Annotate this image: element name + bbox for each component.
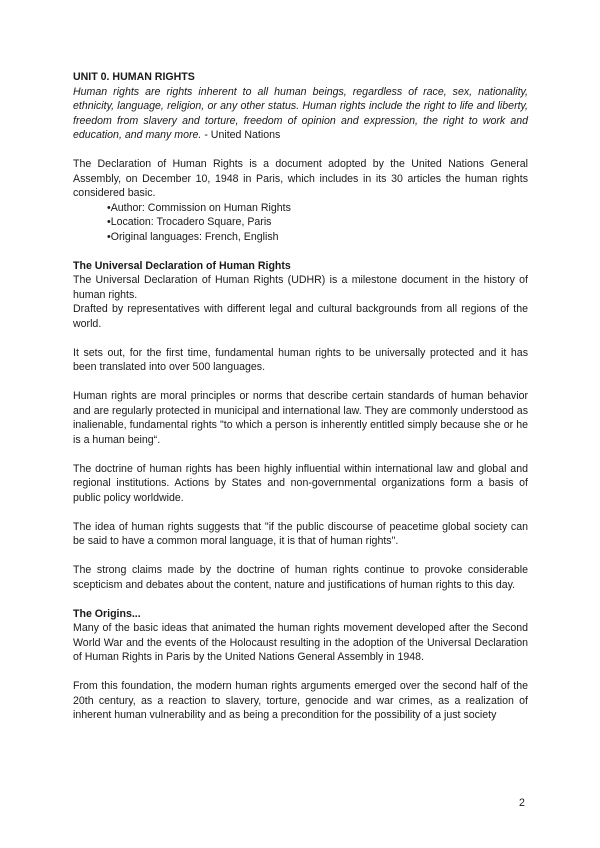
udhr-paragraph-7: The strong claims made by the doctrine of human rights continue to provoke considerable scepticism and debates about the content, nature and justifications of human rights to this day. <box>73 564 528 591</box>
document-page <box>73 70 528 723</box>
facts-list <box>73 201 528 245</box>
declaration-intro: The Declaration of Human Rights is a document adopted by the United Nations General Assembly, on December 10, 1948 in Paris, which includes in its 30 articles the human rights considered basic. <box>73 158 528 199</box>
udhr-paragraph-2: Drafted by representatives with different legal and cultural backgrounds from all regions of the world. <box>73 303 528 330</box>
udhr-paragraph-5: The doctrine of human rights has been highly influential within international law and global and regional institutions. Actions by States and non-governmental organizations form a basis of public policy worldwide. <box>73 462 528 504</box>
fact-author: •Author: Commission on Human Rights <box>107 201 291 214</box>
origins-paragraph-2: From this foundation, the modern human rights arguments emerged over the second half of the 20th century, as a reaction to slavery, torture, genocide and war crimes, as a realization of inherent human vulnerability and as being a precondition for the possibility of a just society <box>73 680 528 721</box>
udhr-paragraph-6: The idea of human rights suggests that "if the public discourse of peacetime global society can be said to have a common moral language, it is that of human rights". <box>73 520 528 547</box>
intro-quote <box>73 85 528 143</box>
udhr-paragraph-4: Human rights are moral principles or norms that describe certain standards of human behavior and are regularly protected in municipal and international law. They are commonly understood as inalienable, fundamental rights "to which a person is inherently entitled simply because she or he is a human being“. <box>73 390 528 446</box>
origins-paragraph-1: Many of the basic ideas that animated the human rights movement developed after the Second World War and the events of the Holocaust resulting in the adoption of the Universal Declaration of Human Rights in Paris by the United Nations General Assembly in 1948. <box>73 622 528 663</box>
intro-quote-text: Human rights are rights inherent to all human beings, regardless of race, sex, nationality, ethnicity, language, religion, or any other status. Human rights include the right to life and liberty, freedom from slavery and torture, freedom of opinion and expression, the right to work and education, and many more. <box>73 85 528 141</box>
udhr-paragraph-1: The Universal Declaration of Human Rights (UDHR) is a milestone document in the history of human rights. <box>73 274 528 301</box>
unit-title: UNIT 0. HUMAN RIGHTS <box>73 71 195 83</box>
page-number: 2 <box>519 797 525 809</box>
udhr-heading: The Universal Declaration of Human Rights <box>73 259 291 272</box>
intro-quote-attribution: - United Nations <box>201 129 281 141</box>
fact-languages: •Original languages: French, English <box>107 230 279 243</box>
udhr-paragraph-3: It sets out, for the first time, fundamental human rights to be universally protected and it has been translated into over 500 languages. <box>73 346 528 373</box>
origins-heading: The Origins... <box>73 607 141 620</box>
fact-location: •Location: Trocadero Square, Paris <box>107 216 272 228</box>
